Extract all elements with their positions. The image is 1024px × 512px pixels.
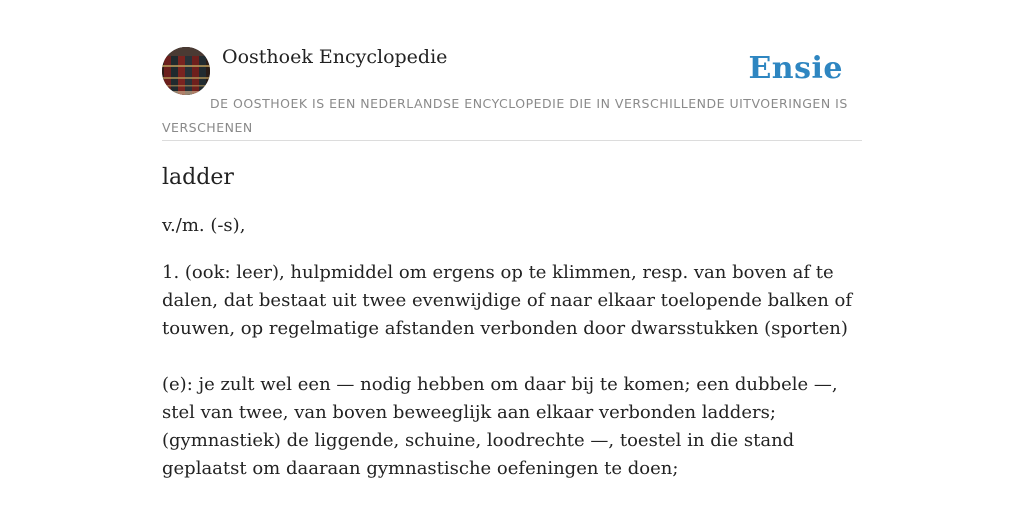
source-avatar[interactable] — [162, 47, 210, 95]
source-tagline: DE OOSTHOEK IS EEN NEDERLANDSE ENCYCLOPEDIE DIE IN VERSCHILLENDE UITVOERINGEN IS VERSCHENEN — [162, 96, 848, 135]
source-title[interactable]: Oosthoek Encyclopedie — [222, 46, 448, 68]
book-spines-icon — [162, 47, 210, 95]
entry-content — [162, 160, 862, 483]
entry-term: ladder — [162, 165, 234, 190]
header — [162, 46, 862, 141]
brand-logo[interactable]: Ensie — [748, 51, 843, 86]
entry-definition: 1. (ook: leer), hulpmiddel om ergens op te klimmen, resp. van boven af te dalen, dat bestaat uit twee evenwijdige of naar elkaar toelopende balken of touwen, op regelmatige afstanden verbonden door dwarsstukken (sporten) — [162, 262, 853, 339]
entry-examples: (e): je zult wel een — nodig hebben om daar bij te komen; een dubbele —, stel van twee, van boven beweeglijk aan elkaar verbonden ladders; (gymnastiek) de liggende, schuine, loodrechte —, toestel in die stand geplaatst om daaraan gymnastische oefeningen te doen; — [162, 374, 838, 479]
entry-grammar: v./m. (-s), — [162, 215, 246, 236]
